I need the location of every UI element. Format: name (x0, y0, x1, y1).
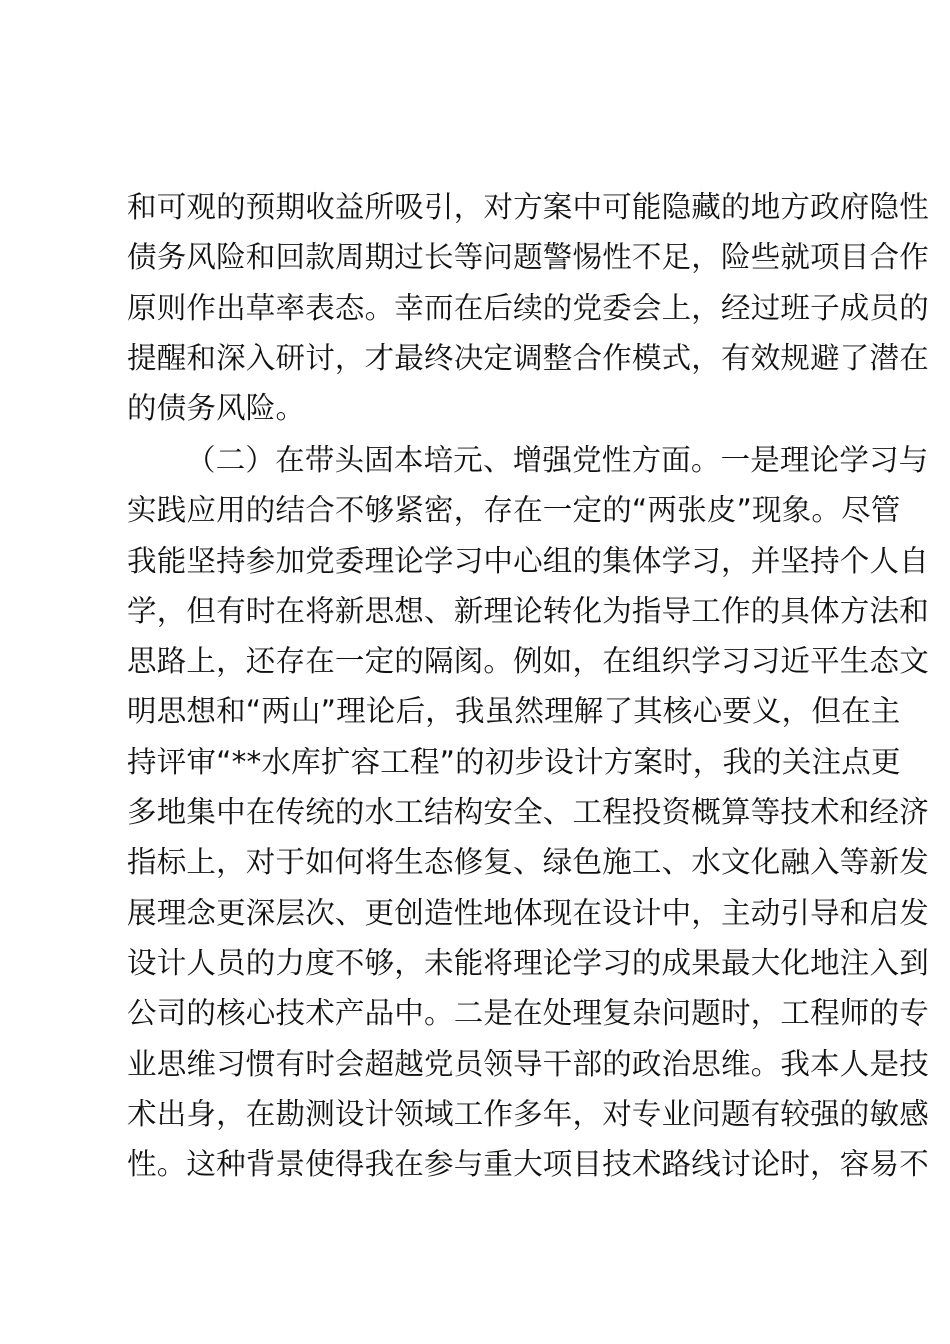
text-line: 业思维习惯有时会超越党员领导干部的政治思维。我本人是技 (127, 1046, 929, 1081)
text-line: 术出身，在勘测设计领域工作多年，对专业问题有较强的敏感 (127, 1096, 929, 1131)
text-line: 展理念更深层次、更创造性地体现在设计中，主动引导和启发 (127, 895, 929, 930)
text-line: 多地集中在传统的水工结构安全、工程投资概算等技术和经济 (127, 795, 929, 830)
text-line: 公司的核心技术产品中。二是在处理复杂问题时，工程师的专 (127, 996, 929, 1031)
text-line: 学，但有时在将新思想、新理论转化为指导工作的具体方法和 (127, 593, 929, 628)
text-line: 提醒和深入研讨，才最终决定调整合作模式，有效规避了潜在 (127, 340, 929, 375)
text-line: 明思想和“两山”理论后，我虽然理解了其核心要义，但在主 (127, 694, 901, 729)
section-heading-line: （二）在带头固本培元、增强党性方面。一是理论学习与 (186, 442, 929, 477)
document-body (127, 182, 929, 1189)
paragraph-section-two (127, 435, 929, 1189)
text-line: 债务风险和回款周期过长等问题警惕性不足，险些就项目合作 (127, 240, 929, 275)
text-line: 实践应用的结合不够紧密，存在一定的“两张皮”现象。尽管 (127, 493, 901, 528)
text-line: 指标上，对于如何将生态修复、绿色施工、水文化融入等新发 (127, 845, 929, 880)
text-line: 思路上，还存在一定的隔阂。例如，在组织学习习近平生态文 (127, 644, 929, 679)
text-line: 设计人员的力度不够，未能将理论学习的成果最大化地注入到 (127, 945, 929, 980)
text-line: 原则作出草率表态。幸而在后续的党委会上，经过班子成员的 (127, 290, 929, 325)
text-line: 的债务风险。 (127, 391, 306, 426)
text-line: 和可观的预期收益所吸引，对方案中可能隐藏的地方政府隐性 (127, 190, 929, 224)
text-line: 持评审“**水库扩容工程”的初步设计方案时，我的关注点更 (127, 744, 901, 779)
text-line: 性。这种背景使得我在参与重大项目技术路线讨论时，容易不 (127, 1147, 929, 1182)
paragraph-debt-risk-continuation (127, 182, 929, 433)
text-line: 我能坚持参加党委理论学习中心组的集体学习，并坚持个人自 (127, 543, 929, 578)
